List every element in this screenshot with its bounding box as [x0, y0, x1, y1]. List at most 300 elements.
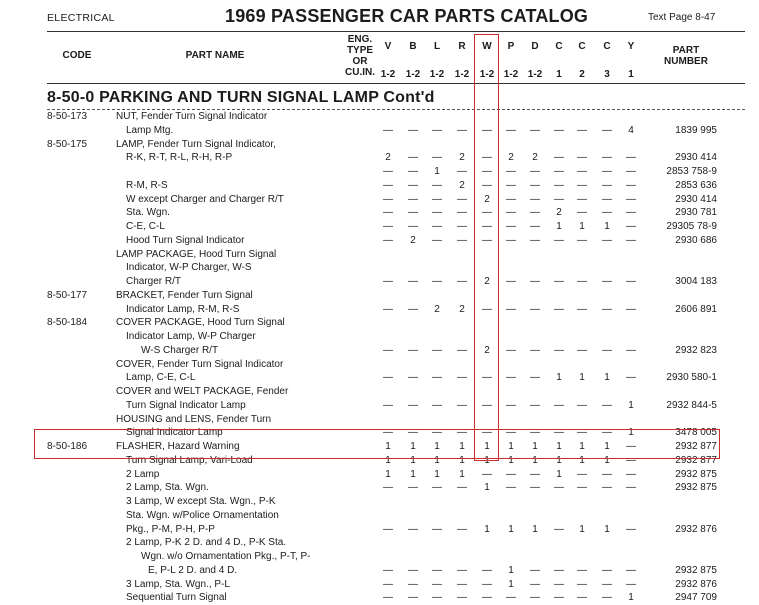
quantity-cell: 1: [604, 523, 610, 535]
part-number: 2932 876: [675, 523, 717, 535]
quantity-cell: 1: [579, 454, 585, 466]
quantity-cell: —: [554, 234, 564, 246]
quantity-cell: —: [457, 166, 467, 177]
part-number: 2930 580-1: [666, 372, 717, 384]
part-name: E, P-L 2 D. and 4 D.: [148, 564, 238, 576]
quantity-cell: —: [626, 166, 636, 177]
part-name: LAMP PACKAGE, Hood Turn Signal: [116, 248, 277, 260]
quantity-cell: —: [626, 179, 636, 191]
quantity-cell: 2: [532, 152, 538, 164]
quantity-cell: 2: [459, 179, 465, 191]
quantity-cell: —: [383, 523, 393, 535]
part-name: C-E, C-L: [126, 221, 165, 232]
quantity-cell: —: [554, 427, 564, 439]
part-number: 2853 636: [675, 179, 717, 191]
quantity-cell: —: [577, 344, 587, 356]
table-row: [0, 358, 759, 372]
quantity-cell: —: [554, 523, 564, 535]
quantity-cell: —: [432, 207, 442, 219]
model-sub-number: 1-2: [527, 69, 543, 80]
part-name: Turn Signal Indicator Lamp: [126, 399, 246, 411]
model-sub-number: 1: [556, 69, 562, 80]
quantity-cell: —: [530, 234, 540, 246]
quantity-cell: —: [432, 523, 442, 535]
part-name: 2 Lamp: [126, 468, 160, 480]
quantity-cell: 1: [556, 454, 562, 466]
quantity-cell: 1: [385, 441, 391, 452]
quantity-cell: —: [626, 468, 636, 480]
quantity-cell: —: [482, 207, 492, 219]
part-name: Wgn. w/o Ornamentation Pkg., P-T, P-: [141, 551, 311, 562]
quantity-cell: 1: [604, 441, 610, 452]
quantity-cell: 1: [532, 523, 538, 535]
quantity-cell: —: [530, 578, 540, 590]
quantity-cell: —: [457, 427, 467, 439]
quantity-cell: —: [530, 468, 540, 480]
quantity-cell: —: [530, 592, 540, 604]
part-number: 2932 877: [675, 454, 717, 466]
quantity-cell: —: [506, 124, 516, 136]
table-row: [0, 248, 759, 262]
part-name: LAMP, Fender Turn Signal Indicator,: [116, 138, 276, 150]
quantity-cell: —: [602, 193, 612, 205]
quantity-cell: —: [506, 372, 516, 384]
part-number: 2930 414: [675, 152, 717, 164]
quantity-cell: —: [626, 482, 636, 494]
part-name: BRACKET, Fender Turn Signal: [116, 289, 253, 301]
quantity-cell: —: [408, 179, 418, 191]
table-row: [0, 234, 759, 248]
quantity-cell: 1: [484, 441, 490, 452]
table-row: [0, 206, 759, 220]
quantity-cell: 1: [434, 468, 440, 480]
quantity-cell: —: [577, 482, 587, 494]
quantity-cell: 1: [628, 592, 634, 604]
quantity-cell: 2: [556, 207, 562, 219]
model-sub-number: 1-2: [380, 69, 396, 80]
part-name: Indicator Lamp, R-M, R-S: [126, 303, 240, 315]
quantity-cell: —: [602, 427, 612, 439]
model-sub-number: 1-2: [479, 69, 495, 80]
part-name: Lamp Mtg.: [126, 124, 174, 136]
quantity-cell: —: [554, 344, 564, 356]
quantity-cell: —: [554, 276, 564, 287]
quantity-cell: —: [530, 564, 540, 576]
quantity-cell: —: [577, 207, 587, 219]
quantity-cell: —: [554, 152, 564, 164]
quantity-cell: —: [626, 303, 636, 315]
quantity-cell: —: [554, 399, 564, 411]
quantity-cell: —: [506, 427, 516, 439]
quantity-cell: —: [602, 124, 612, 136]
quantity-cell: 1: [579, 441, 585, 452]
part-number: 2932 844-5: [666, 399, 717, 411]
quantity-cell: 1: [604, 221, 610, 232]
table-row: [0, 220, 759, 234]
quantity-cell: 1: [459, 441, 465, 452]
quantity-cell: —: [482, 124, 492, 136]
table-row: [0, 591, 759, 605]
quantity-cell: 1: [579, 221, 585, 232]
part-name: Signal Indicator Lamp: [126, 427, 223, 439]
quantity-cell: —: [457, 207, 467, 219]
model-sub-number: 1-2: [503, 69, 519, 80]
quantity-cell: —: [506, 276, 516, 287]
quantity-cell: —: [506, 166, 516, 177]
quantity-cell: —: [530, 399, 540, 411]
quantity-cell: —: [530, 124, 540, 136]
flasher-row-highlight-box: [34, 429, 720, 459]
quantity-cell: 1: [508, 454, 514, 466]
quantity-cell: —: [577, 179, 587, 191]
quantity-cell: —: [482, 592, 492, 604]
part-number: 29305 78-9: [666, 221, 717, 232]
quantity-cell: 1: [385, 468, 391, 480]
quantity-cell: —: [602, 303, 612, 315]
quantity-cell: —: [408, 152, 418, 164]
quantity-cell: —: [383, 372, 393, 384]
model-letter: R: [458, 41, 466, 52]
quantity-cell: —: [554, 179, 564, 191]
part-name: Charger R/T: [126, 276, 182, 287]
quantity-cell: —: [506, 399, 516, 411]
quantity-cell: —: [457, 372, 467, 384]
quantity-cell: —: [577, 193, 587, 205]
section-title: 8-50-0 PARKING AND TURN SIGNAL LAMP Cont'd: [47, 89, 435, 106]
quantity-cell: 2: [385, 152, 391, 164]
part-name: Indicator Lamp, W-P Charger: [126, 331, 256, 342]
quantity-cell: 1: [556, 441, 562, 452]
column-header-rule: [47, 83, 745, 84]
quantity-cell: 1: [484, 482, 490, 494]
table-row: [0, 165, 759, 179]
quantity-cell: —: [530, 344, 540, 356]
quantity-cell: —: [383, 578, 393, 590]
quantity-cell: —: [383, 221, 393, 232]
quantity-cell: —: [554, 193, 564, 205]
quantity-cell: 1: [532, 441, 538, 452]
quantity-cell: —: [432, 152, 442, 164]
quantity-cell: —: [408, 482, 418, 494]
quantity-cell: 2: [484, 193, 490, 205]
table-row: [0, 316, 759, 330]
model-letter: C: [603, 41, 611, 52]
quantity-cell: —: [482, 372, 492, 384]
part-name: W-S Charger R/T: [141, 344, 219, 356]
quantity-cell: —: [383, 592, 393, 604]
quantity-cell: —: [626, 372, 636, 384]
quantity-cell: 1: [434, 166, 440, 177]
header-rule: [47, 31, 745, 32]
table-row: [0, 564, 759, 578]
part-name: R-M, R-S: [126, 179, 168, 191]
quantity-cell: —: [626, 221, 636, 232]
quantity-cell: —: [383, 427, 393, 439]
table-row: [0, 371, 759, 385]
table-row: [0, 193, 759, 207]
quantity-cell: —: [602, 152, 612, 164]
quantity-cell: —: [626, 152, 636, 164]
part-number: 3478 005: [675, 427, 717, 439]
column-header-code: CODE: [62, 50, 92, 61]
quantity-cell: —: [457, 234, 467, 246]
quantity-cell: —: [506, 207, 516, 219]
quantity-cell: —: [626, 564, 636, 576]
quantity-cell: —: [506, 468, 516, 480]
quantity-cell: —: [626, 441, 636, 452]
text-page-reference: Text Page 8-47: [648, 12, 716, 23]
quantity-cell: —: [530, 193, 540, 205]
quantity-cell: 1: [556, 468, 562, 480]
quantity-cell: —: [383, 482, 393, 494]
quantity-cell: 2: [484, 276, 490, 287]
table-row: [0, 578, 759, 592]
part-name: R-K, R-T, R-L, R-H, R-P: [126, 152, 233, 164]
quantity-cell: 1: [508, 578, 514, 590]
quantity-cell: 1: [484, 454, 490, 466]
model-sub-number: 3: [604, 69, 610, 80]
quantity-cell: —: [457, 592, 467, 604]
part-name: HOUSING and LENS, Fender Turn: [116, 413, 272, 425]
quantity-cell: —: [408, 399, 418, 411]
quantity-cell: 2: [459, 303, 465, 315]
quantity-cell: —: [482, 234, 492, 246]
model-sub-number: 1-2: [454, 69, 470, 80]
quantity-cell: —: [383, 166, 393, 177]
quantity-cell: —: [482, 468, 492, 480]
quantity-cell: 1: [604, 454, 610, 466]
quantity-cell: 1: [579, 523, 585, 535]
quantity-cell: 1: [508, 523, 514, 535]
quantity-cell: —: [554, 592, 564, 604]
quantity-cell: —: [602, 207, 612, 219]
quantity-cell: —: [457, 482, 467, 494]
quantity-cell: —: [626, 344, 636, 356]
quantity-cell: —: [530, 372, 540, 384]
quantity-cell: —: [626, 523, 636, 535]
quantity-cell: —: [408, 207, 418, 219]
quantity-cell: —: [482, 399, 492, 411]
table-row: [0, 303, 759, 317]
quantity-cell: 1: [459, 454, 465, 466]
quantity-cell: —: [602, 344, 612, 356]
part-name: COVER and WELT PACKAGE, Fender: [116, 386, 289, 397]
quantity-cell: —: [457, 193, 467, 205]
eng-line-1: ENG.: [347, 34, 373, 45]
quantity-cell: —: [408, 427, 418, 439]
table-row: [0, 275, 759, 289]
column-header-part-name: PART NAME: [185, 50, 245, 61]
quantity-cell: 1: [628, 399, 634, 411]
model-letter: B: [409, 41, 417, 52]
quantity-cell: —: [482, 578, 492, 590]
quantity-cell: —: [408, 592, 418, 604]
quantity-cell: 1: [410, 454, 416, 466]
quantity-cell: —: [577, 468, 587, 480]
quantity-cell: —: [432, 372, 442, 384]
table-row: [0, 399, 759, 413]
quantity-cell: —: [577, 427, 587, 439]
model-letter: C: [578, 41, 586, 52]
table-row: [0, 330, 759, 344]
part-name: W except Charger and Charger R/T: [126, 193, 284, 205]
quantity-cell: 1: [556, 372, 562, 384]
quantity-cell: —: [457, 523, 467, 535]
part-number-line-1: PART: [672, 45, 700, 56]
quantity-cell: —: [482, 179, 492, 191]
section-header-left: ELECTRICAL: [47, 12, 115, 24]
quantity-cell: —: [383, 193, 393, 205]
quantity-cell: —: [602, 179, 612, 191]
table-row: [0, 179, 759, 193]
quantity-cell: —: [408, 344, 418, 356]
quantity-cell: 2: [508, 152, 514, 164]
table-row: [0, 110, 759, 124]
quantity-cell: —: [577, 234, 587, 246]
model-letter: W: [482, 41, 492, 52]
part-number: 1839 995: [675, 124, 717, 136]
model-sub-number: 1-2: [405, 69, 421, 80]
model-sub-number: 1-2: [429, 69, 445, 80]
quantity-cell: 1: [532, 454, 538, 466]
quantity-cell: —: [408, 372, 418, 384]
table-row: [0, 523, 759, 537]
quantity-cell: —: [602, 166, 612, 177]
column-header-part-number: [646, 45, 726, 67]
quantity-cell: 4: [628, 124, 634, 136]
quantity-cell: —: [506, 193, 516, 205]
quantity-cell: 1: [579, 372, 585, 384]
eng-line-3: OR: [352, 56, 368, 67]
quantity-cell: —: [577, 564, 587, 576]
part-number-line-2: NUMBER: [664, 56, 708, 67]
quantity-cell: —: [432, 179, 442, 191]
table-row: [0, 481, 759, 495]
quantity-cell: —: [530, 276, 540, 287]
quantity-cell: —: [432, 427, 442, 439]
model-letter: L: [433, 41, 441, 52]
quantity-cell: —: [432, 592, 442, 604]
quantity-cell: —: [602, 564, 612, 576]
quantity-cell: —: [432, 234, 442, 246]
quantity-cell: —: [432, 344, 442, 356]
quantity-cell: —: [408, 166, 418, 177]
part-number: 2932 875: [675, 482, 717, 494]
quantity-cell: —: [602, 592, 612, 604]
quantity-cell: —: [577, 399, 587, 411]
quantity-cell: 1: [508, 441, 514, 452]
quantity-cell: —: [530, 207, 540, 219]
part-number: 2606 891: [675, 303, 717, 315]
quantity-cell: —: [457, 276, 467, 287]
quantity-cell: —: [602, 482, 612, 494]
part-name: 2 Lamp, P-K 2 D. and 4 D., P-K Sta.: [126, 537, 287, 549]
quantity-cell: —: [457, 564, 467, 576]
quantity-cell: —: [383, 303, 393, 315]
quantity-cell: 1: [434, 441, 440, 452]
quantity-cell: 1: [459, 468, 465, 480]
part-number: 2930 686: [675, 234, 717, 246]
quantity-cell: —: [506, 592, 516, 604]
quantity-cell: —: [554, 124, 564, 136]
quantity-cell: —: [482, 564, 492, 576]
part-name: COVER PACKAGE, Hood Turn Signal: [116, 317, 285, 329]
quantity-cell: —: [383, 124, 393, 136]
quantity-cell: —: [577, 276, 587, 287]
part-name: FLASHER, Hazard Warning: [116, 441, 240, 452]
table-row: [0, 550, 759, 564]
part-name: Sta. Wgn.: [126, 207, 170, 219]
part-number: 2932 877: [675, 441, 717, 452]
quantity-cell: 1: [604, 372, 610, 384]
quantity-cell: —: [482, 221, 492, 232]
part-name: 3 Lamp, Sta. Wgn., P-L: [126, 578, 230, 590]
table-row: [0, 289, 759, 303]
quantity-cell: —: [482, 303, 492, 315]
quantity-cell: —: [408, 523, 418, 535]
quantity-cell: —: [457, 399, 467, 411]
table-row: [0, 261, 759, 275]
quantity-cell: —: [626, 193, 636, 205]
quantity-cell: 1: [434, 454, 440, 466]
quantity-cell: —: [482, 152, 492, 164]
quantity-cell: —: [432, 221, 442, 232]
eng-line-2: TYPE: [346, 45, 374, 56]
quantity-cell: —: [530, 221, 540, 232]
quantity-cell: —: [530, 482, 540, 494]
quantity-cell: —: [554, 482, 564, 494]
part-name: 3 Lamp, W except Sta. Wgn., P-K: [126, 496, 276, 507]
quantity-cell: —: [408, 124, 418, 136]
quantity-cell: 2: [459, 152, 465, 164]
model-letter: C: [555, 41, 563, 52]
quantity-cell: —: [626, 578, 636, 590]
quantity-cell: —: [554, 578, 564, 590]
part-number: 2932 875: [675, 564, 717, 576]
quantity-cell: —: [408, 193, 418, 205]
part-code: 8-50-186: [47, 441, 88, 452]
part-number: 2853 758-9: [666, 166, 717, 177]
quantity-cell: 2: [434, 303, 440, 315]
quantity-cell: —: [577, 592, 587, 604]
part-code: 8-50-175: [47, 138, 88, 150]
quantity-cell: —: [602, 276, 612, 287]
quantity-cell: —: [506, 344, 516, 356]
part-name: Sta. Wgn. w/Police Ornamentation: [126, 509, 279, 521]
quantity-cell: —: [457, 221, 467, 232]
w-column-highlight-box: [474, 34, 499, 461]
quantity-cell: —: [432, 276, 442, 287]
model-letter: Y: [627, 41, 635, 52]
table-row: [0, 413, 759, 427]
model-letter: P: [507, 41, 515, 52]
part-name: 2 Lamp, Sta. Wgn.: [126, 482, 209, 494]
table-row: [0, 124, 759, 138]
quantity-cell: —: [554, 564, 564, 576]
part-code: 8-50-184: [47, 317, 88, 329]
part-name: COVER, Fender Turn Signal Indicator: [116, 358, 284, 370]
part-name: Lamp, C-E, C-L: [126, 372, 196, 384]
quantity-cell: —: [457, 124, 467, 136]
quantity-cell: —: [626, 276, 636, 287]
quantity-cell: —: [408, 564, 418, 576]
quantity-cell: 1: [410, 468, 416, 480]
quantity-cell: —: [506, 179, 516, 191]
part-number: 2932 823: [675, 344, 717, 356]
quantity-cell: 2: [410, 234, 416, 246]
quantity-cell: —: [506, 482, 516, 494]
quantity-cell: —: [577, 578, 587, 590]
